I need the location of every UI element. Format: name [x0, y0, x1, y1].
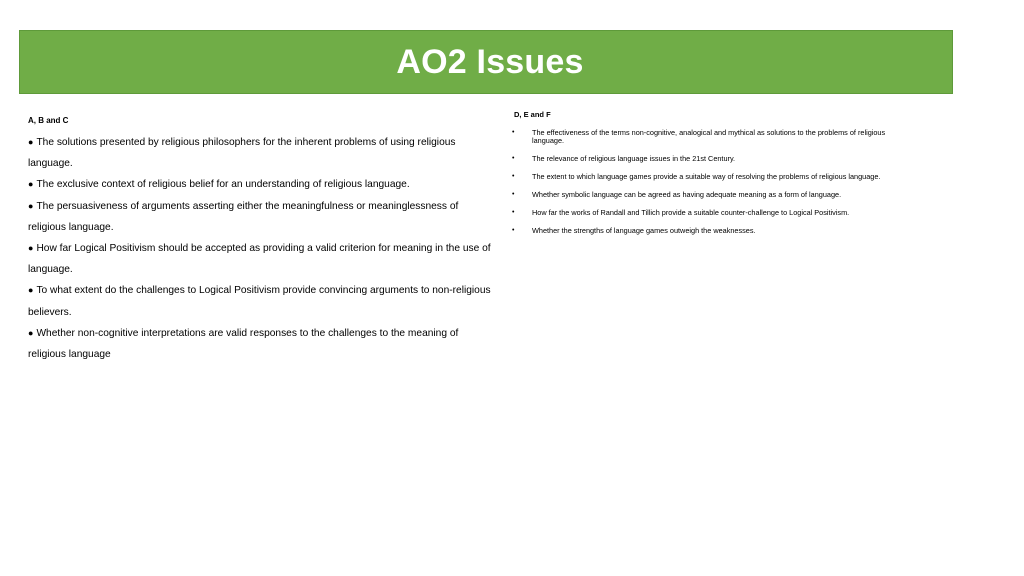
list-item: ● To what extent do the challenges to Logical Positivism provide convincing arguments to non-religious believers. — [28, 285, 491, 318]
bullet-icon: • — [512, 129, 515, 136]
list-item: • The effectiveness of the terms non-cognitive, analogical and mythical as solutions to the problems of religious language. — [512, 128, 886, 145]
list-item: • Whether symbolic language can be agreed as having adequate meaning as a form of language. — [512, 190, 842, 199]
left-column — [28, 116, 493, 365]
list-item: ● How far Logical Positivism should be accepted as providing a valid criterion for meaning in the use of language. — [28, 243, 491, 276]
bullet-icon: ● — [28, 200, 34, 211]
bullet-icon: • — [512, 173, 515, 180]
list-item: ● The persuasiveness of arguments asserting either the meaningfulness or meaninglessness of religious language. — [28, 200, 459, 233]
bullet-icon: ● — [28, 137, 34, 147]
list-item: • How far the works of Randall and Tillich provide a suitable counter-challenge to Logical Positivism. — [512, 208, 850, 217]
bullet-icon: • — [512, 191, 515, 198]
list-item: ● The solutions presented by religious philosophers for the inherent problems of using religious language. — [28, 137, 456, 170]
bullet-icon: ● — [28, 327, 34, 338]
bullet-icon: • — [512, 209, 515, 216]
right-heading: D, E and F — [514, 110, 551, 119]
left-issue-list — [28, 132, 493, 365]
bullet-icon: ● — [28, 179, 34, 190]
list-item: • The relevance of religious language issues in the 21st Century. — [512, 154, 736, 163]
bullet-icon: ● — [28, 285, 34, 296]
bullet-icon: • — [512, 155, 515, 162]
list-item: • The extent to which language games provide a suitable way of resolving the problems of religious language. — [512, 172, 881, 181]
title-bar — [19, 30, 953, 94]
page-title: AO2 Issues — [396, 42, 584, 81]
bullet-icon: ● — [28, 243, 34, 254]
right-issue-list — [514, 129, 914, 235]
bullet-icon: • — [512, 227, 515, 234]
right-column — [514, 110, 914, 245]
list-item: ● The exclusive context of religious belief for an understanding of religious language. — [28, 179, 410, 191]
list-item: ● Whether non-cognitive interpretations are valid responses to the challenges to the meaning of religious language — [28, 327, 459, 361]
left-heading: A, B and C — [28, 116, 69, 125]
list-item: • Whether the strengths of language games outweigh the weaknesses. — [512, 226, 756, 235]
